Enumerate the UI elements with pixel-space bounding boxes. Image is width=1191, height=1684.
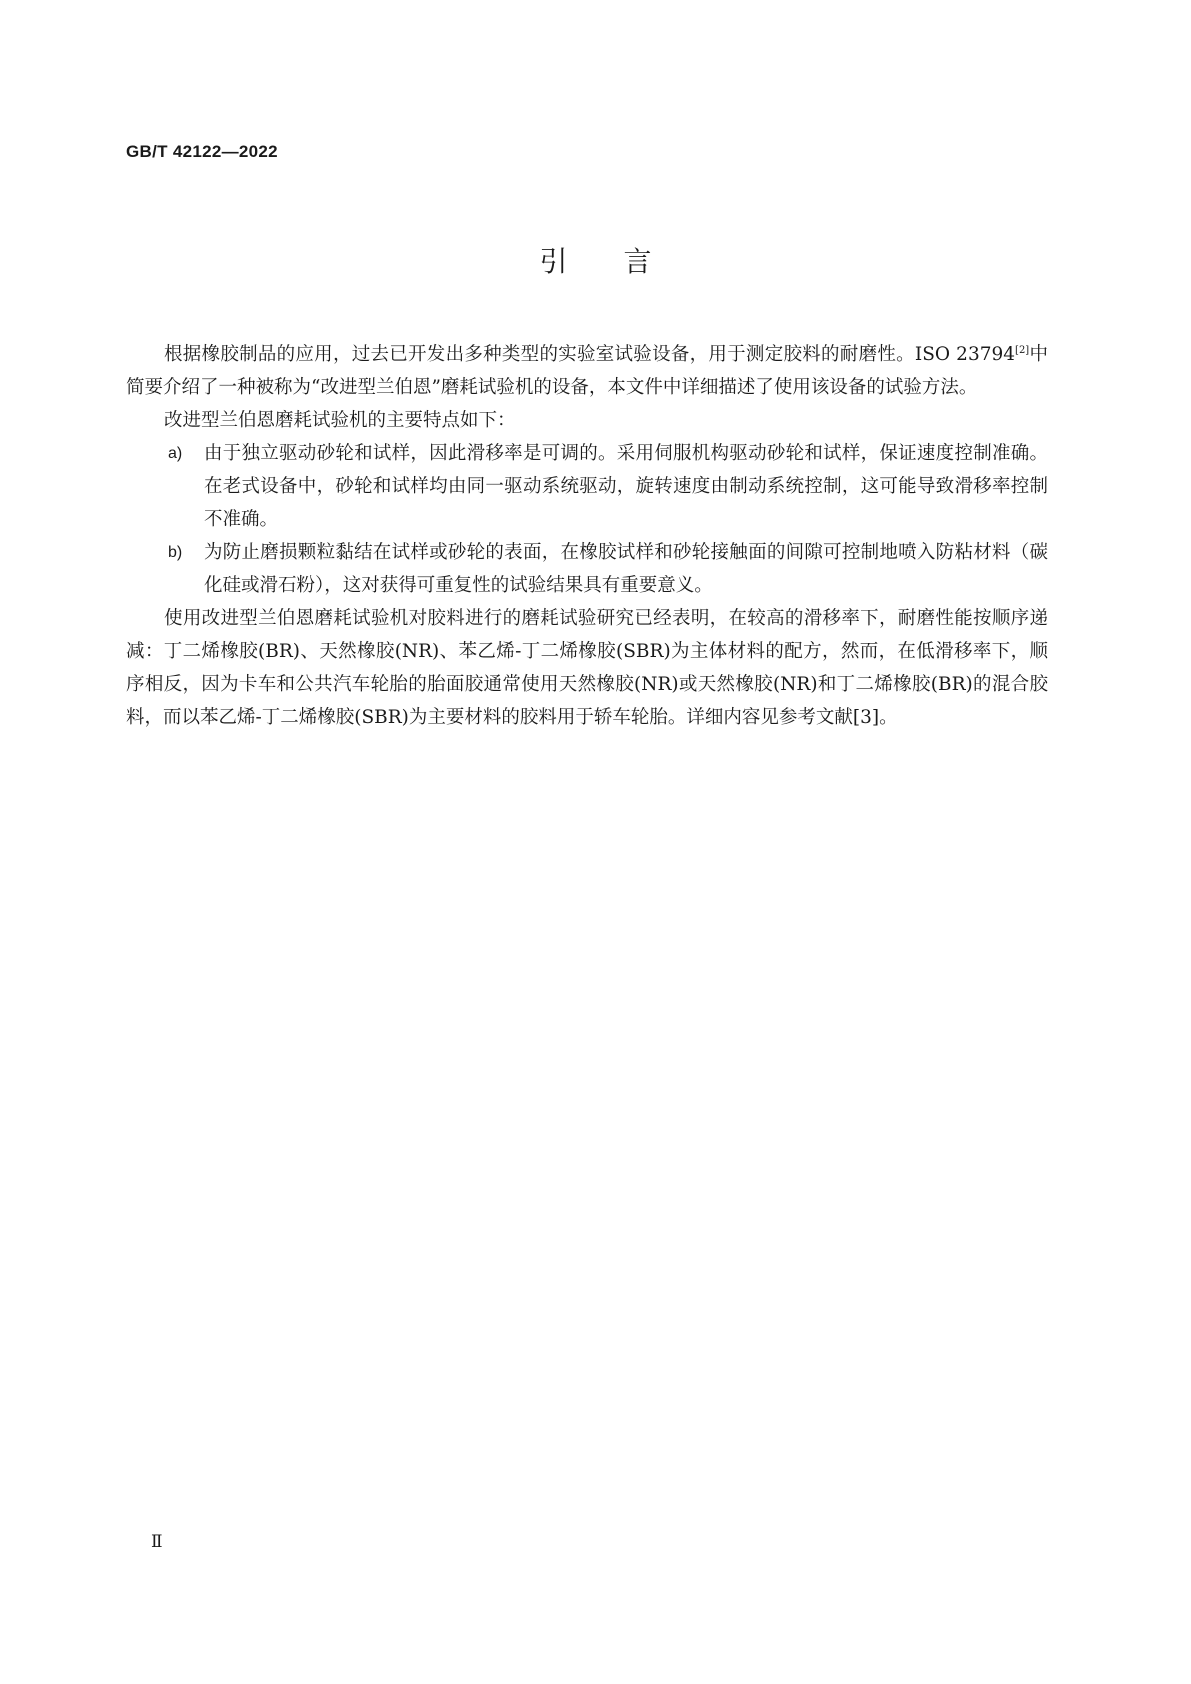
paragraph-3: 使用改进型兰伯恩磨耗试验机对胶料进行的磨耗试验研究已经表明，在较高的滑移率下，耐磨性能按顺序递减：丁二烯橡胶(BR)、天然橡胶(NR)、苯乙烯-丁二烯橡胶(SBR)为主体材料的配方，然而，在低滑移率下，顺序相反，因为卡车和公共汽车轮胎的胎面胶通常使用天然橡胶(NR)或天然橡胶(NR)和丁二烯橡胶(BR)的混合胶料，而以苯乙烯-丁二烯橡胶(SBR)为主要材料的胶料用于轿车轮胎。详细内容见参考文献[3]。 xyxy=(126,608,1048,728)
paragraph-1-text-b: 中简要介绍了一种被称为“改进型兰伯恩”磨耗试验机的设备，本文件中详细描述了使用该设备的试验方法。 xyxy=(126,344,1048,398)
standard-number: GB/T 42122—2022 xyxy=(126,142,278,161)
paragraph-2: 改进型兰伯恩磨耗试验机的主要特点如下： xyxy=(164,410,516,431)
introduction-body xyxy=(126,338,1048,734)
list-item-text: 为防止磨损颗粒黏结在试样或砂轮的表面，在橡胶试样和砂轮接触面的间隙可控制地喷入防粘材料（碳化硅或滑石粉），这对获得可重复性的试验结果具有重要意义。 xyxy=(204,542,1048,596)
section-title: 引言 xyxy=(539,245,708,278)
page-number: Ⅱ xyxy=(151,1532,163,1551)
list-item-b xyxy=(126,536,1048,602)
paragraph-1-text-a: 根据橡胶制品的应用，过去已开发出多种类型的实验室试验设备，用于测定胶料的耐磨性。ISO 23794 xyxy=(164,344,1016,365)
list-item-text: 由于独立驱动砂轮和试样，因此滑移率是可调的。采用伺服机构驱动砂轮和试样，保证速度控制准确。在老式设备中，砂轮和试样均由同一驱动系统驱动，旋转速度由制动系统控制，这可能导致滑移率控制不准确。 xyxy=(204,443,1048,530)
list-item-label: b) xyxy=(168,544,183,561)
list-item-a xyxy=(126,437,1048,536)
reference-superscript: [2] xyxy=(1015,345,1030,356)
paragraph-1 xyxy=(126,338,1048,404)
list-item-label: a) xyxy=(168,445,183,462)
